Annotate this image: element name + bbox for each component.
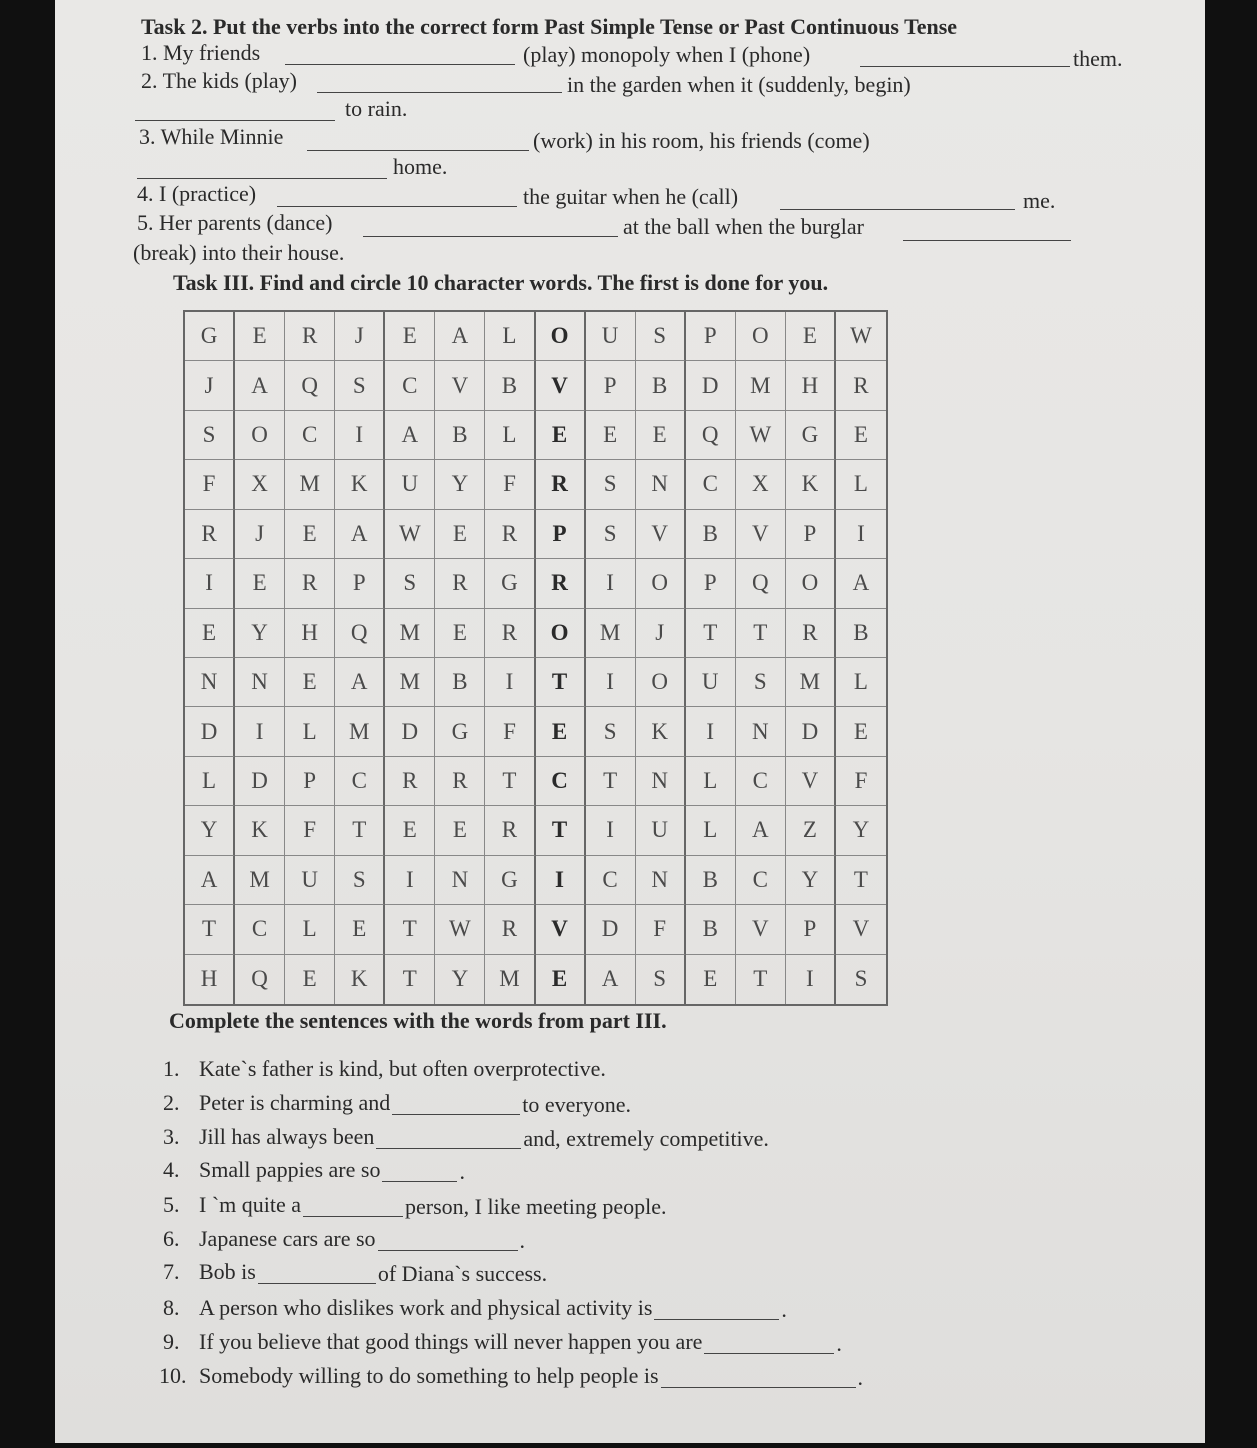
- answer-blank[interactable]: [363, 236, 618, 237]
- grid-cell[interactable]: I: [536, 856, 586, 905]
- grid-cell[interactable]: F: [485, 707, 535, 756]
- grid-cell[interactable]: W: [435, 905, 485, 954]
- answer-blank[interactable]: [303, 1216, 403, 1217]
- grid-cell[interactable]: X: [235, 460, 285, 509]
- grid-cell[interactable]: O: [636, 559, 686, 608]
- task2-sentence-3-part-c: home.: [393, 154, 448, 179]
- sentence-text: Bob is: [199, 1259, 256, 1284]
- task3-title: Task III. Find and circle 10 character words. The first is done for you.: [173, 270, 829, 295]
- grid-cell[interactable]: I: [686, 707, 736, 756]
- answer-blank[interactable]: [307, 150, 529, 151]
- grid-cell[interactable]: M: [285, 460, 335, 509]
- grid-cell[interactable]: L: [686, 806, 736, 855]
- grid-cell[interactable]: S: [335, 856, 385, 905]
- grid-cell[interactable]: T: [736, 609, 786, 658]
- grid-cell[interactable]: E: [385, 806, 435, 855]
- grid-cell[interactable]: N: [636, 757, 686, 806]
- grid-cell[interactable]: R: [485, 806, 535, 855]
- task2-sentence-5-part-a: 5. Her parents (dance): [137, 210, 333, 235]
- grid-cell[interactable]: I: [586, 559, 636, 608]
- sentence-text: Japanese cars are so: [199, 1226, 376, 1251]
- sentence-number: 8.: [163, 1295, 180, 1320]
- grid-cell[interactable]: C: [385, 361, 435, 410]
- grid-cell[interactable]: A: [235, 361, 285, 410]
- grid-cell[interactable]: R: [485, 510, 535, 559]
- grid-cell[interactable]: N: [636, 856, 686, 905]
- grid-cell[interactable]: R: [385, 757, 435, 806]
- grid-cell[interactable]: T: [586, 757, 636, 806]
- grid-cell[interactable]: M: [385, 658, 435, 707]
- sentence-text: Kate`s father is kind, but often overprotective.: [199, 1056, 606, 1081]
- grid-cell[interactable]: C: [285, 411, 335, 460]
- grid-cell[interactable]: I: [185, 559, 235, 608]
- grid-cell[interactable]: N: [435, 856, 485, 905]
- grid-cell[interactable]: E: [536, 955, 586, 1004]
- grid-cell[interactable]: L: [485, 312, 535, 361]
- grid-cell[interactable]: S: [636, 955, 686, 1004]
- grid-cell[interactable]: O: [786, 559, 836, 608]
- sentence-text: I `m quite a: [199, 1192, 302, 1217]
- grid-cell[interactable]: S: [854, 966, 868, 992]
- grid-cell[interactable]: C: [736, 856, 786, 905]
- grid-cell[interactable]: D: [235, 757, 285, 806]
- grid-cell[interactable]: O: [235, 411, 285, 460]
- sentence-text: Small pappies are so: [199, 1157, 381, 1182]
- grid-cell[interactable]: I: [235, 707, 285, 756]
- grid-cell[interactable]: Y: [836, 806, 886, 855]
- grid-cell[interactable]: G: [485, 559, 535, 608]
- grid-cell[interactable]: A: [736, 806, 786, 855]
- grid-cell[interactable]: E: [235, 312, 285, 361]
- grid-cell[interactable]: Z: [786, 806, 836, 855]
- grid-cell[interactable]: N: [185, 658, 235, 707]
- grid-cell[interactable]: A: [185, 856, 235, 905]
- answer-blank[interactable]: [285, 64, 515, 65]
- grid-cell[interactable]: U: [385, 460, 435, 509]
- grid-cell[interactable]: R: [285, 559, 335, 608]
- grid-cell[interactable]: F: [836, 757, 886, 806]
- grid-cell[interactable]: U: [586, 312, 636, 361]
- grid-cell[interactable]: S: [335, 361, 385, 410]
- task2-sentence-5-part-c: (break) into their house.: [133, 240, 345, 265]
- answer-blank[interactable]: [780, 209, 1015, 210]
- grid-cell[interactable]: C: [736, 757, 786, 806]
- grid-cell[interactable]: T: [536, 658, 586, 707]
- sentence-text-end: .: [857, 1365, 864, 1390]
- grid-cell[interactable]: R: [185, 510, 235, 559]
- answer-blank[interactable]: [258, 1283, 376, 1284]
- sentence-number: 3.: [163, 1124, 180, 1149]
- grid-cell[interactable]: T: [736, 955, 786, 1004]
- grid-cell[interactable]: B: [636, 361, 686, 410]
- grid-cell[interactable]: O: [736, 312, 786, 361]
- task2-sentence-3-part-b: (work) in his room, his friends (come): [533, 128, 870, 153]
- grid-cell[interactable]: N: [736, 707, 786, 756]
- grid-cell[interactable]: K: [636, 707, 686, 756]
- grid-cell[interactable]: R: [435, 559, 485, 608]
- grid-cell[interactable]: U: [285, 856, 335, 905]
- grid-cell[interactable]: X: [736, 460, 786, 509]
- grid-cell[interactable]: L: [185, 757, 235, 806]
- grid-cell[interactable]: Q: [686, 411, 736, 460]
- grid-cell[interactable]: W: [836, 312, 886, 361]
- grid-cell[interactable]: I: [586, 658, 636, 707]
- task2-sentence-4-part-b: the guitar when he (call): [523, 184, 739, 209]
- grid-cell[interactable]: I: [586, 806, 636, 855]
- answer-blank[interactable]: [317, 92, 562, 93]
- answer-blank[interactable]: [661, 1387, 856, 1388]
- sentence-text: Somebody willing to do something to help people is: [199, 1363, 659, 1388]
- grid-cell[interactable]: E: [285, 955, 335, 1004]
- task2-sentence-2-part-a: 2. The kids (play): [141, 68, 298, 93]
- grid-cell[interactable]: W: [736, 411, 786, 460]
- task2-sentence-1-part-b: (play) monopoly when I (phone): [523, 42, 811, 67]
- grid-cell[interactable]: E: [435, 806, 485, 855]
- grid-cell[interactable]: E: [786, 312, 836, 361]
- grid-cell[interactable]: B: [485, 361, 535, 410]
- grid-cell[interactable]: E: [185, 609, 235, 658]
- grid-cell[interactable]: P: [586, 361, 636, 410]
- grid-cell[interactable]: A: [435, 312, 485, 361]
- grid-cell[interactable]: V: [736, 905, 786, 954]
- grid-cell[interactable]: L: [836, 460, 886, 509]
- grid-cell[interactable]: Q: [736, 559, 786, 608]
- grid-cell[interactable]: N: [636, 460, 686, 509]
- grid-cell[interactable]: M: [235, 856, 285, 905]
- grid-cell[interactable]: T: [536, 806, 586, 855]
- task2-sentence-1-part-a: 1. My friends: [141, 40, 261, 65]
- grid-cell[interactable]: C: [536, 757, 586, 806]
- grid-cell[interactable]: P: [686, 559, 736, 608]
- grid-cell[interactable]: F: [285, 806, 335, 855]
- grid-cell[interactable]: V: [435, 361, 485, 410]
- answer-blank[interactable]: [376, 1148, 521, 1149]
- grid-cell[interactable]: D: [385, 707, 435, 756]
- grid-cell[interactable]: E: [536, 411, 586, 460]
- task2-sentence-1-part-c: them.: [1073, 46, 1123, 71]
- grid-cell[interactable]: O: [536, 312, 586, 361]
- grid-cell[interactable]: T: [836, 856, 886, 905]
- grid-cell[interactable]: Q: [235, 955, 285, 1004]
- answer-blank[interactable]: [378, 1250, 518, 1251]
- grid-cell[interactable]: C: [586, 856, 636, 905]
- grid-cell[interactable]: R: [485, 609, 535, 658]
- grid-cell[interactable]: S: [736, 658, 786, 707]
- grid-cell[interactable]: E: [285, 658, 335, 707]
- grid-cell[interactable]: E: [636, 411, 686, 460]
- grid-cell[interactable]: D: [786, 707, 836, 756]
- grid-cell[interactable]: V: [636, 510, 686, 559]
- sentence-text-end: .: [781, 1297, 787, 1322]
- answer-blank[interactable]: [382, 1181, 457, 1182]
- grid-cell[interactable]: G: [786, 411, 836, 460]
- grid-cell[interactable]: D: [586, 905, 636, 954]
- grid-cell[interactable]: C: [686, 460, 736, 509]
- grid-cell[interactable]: W: [385, 510, 435, 559]
- grid-cell[interactable]: Y: [435, 460, 485, 509]
- sentence-text: Jill has always been: [199, 1124, 375, 1149]
- grid-cell[interactable]: J: [636, 609, 686, 658]
- grid-cell[interactable]: G: [485, 856, 535, 905]
- grid-cell[interactable]: E: [385, 312, 435, 361]
- grid-cell[interactable]: Q: [335, 609, 385, 658]
- grid-cell[interactable]: J: [335, 312, 385, 361]
- grid-cell[interactable]: M: [586, 609, 636, 658]
- sentence-text-end: person, I like meeting people.: [405, 1194, 667, 1219]
- grid-cell[interactable]: V: [536, 905, 586, 954]
- grid-cell[interactable]: E: [536, 707, 586, 756]
- grid-cell[interactable]: M: [786, 658, 836, 707]
- sentence-text: If you believe that good things will never happen you are: [199, 1329, 703, 1354]
- grid-cell[interactable]: P: [285, 757, 335, 806]
- grid-cell[interactable]: F: [636, 905, 686, 954]
- sentence-number: 1.: [163, 1056, 180, 1081]
- grid-cell[interactable]: M: [485, 955, 535, 1004]
- sentence-text-end: of Diana`s success.: [377, 1261, 548, 1286]
- answer-blank[interactable]: [704, 1353, 834, 1354]
- grid-cell[interactable]: K: [335, 460, 385, 509]
- grid-cell[interactable]: R: [786, 609, 836, 658]
- grid-cell[interactable]: E: [285, 510, 335, 559]
- grid-cell[interactable]: Q: [285, 361, 335, 410]
- complete-section-title: Complete the sentences with the words from part III.: [169, 1008, 667, 1033]
- answer-blank[interactable]: [392, 1114, 520, 1115]
- sentence-text: Peter is charming and: [199, 1090, 391, 1115]
- sentence-number: 6.: [163, 1226, 180, 1251]
- grid-cell[interactable]: F: [185, 460, 235, 509]
- grid-cell[interactable]: U: [636, 806, 686, 855]
- grid-cell[interactable]: A: [335, 510, 385, 559]
- sentence-text-end: .: [459, 1159, 465, 1184]
- grid-cell[interactable]: Y: [786, 856, 836, 905]
- answer-blank[interactable]: [860, 66, 1070, 67]
- grid-cell[interactable]: V: [736, 510, 786, 559]
- grid-cell[interactable]: N: [235, 658, 285, 707]
- task2-sentence-4-part-c: me.: [1023, 188, 1056, 213]
- grid-cell[interactable]: T: [335, 806, 385, 855]
- sentence-number: 2.: [163, 1090, 180, 1115]
- grid-cell[interactable]: I: [385, 856, 435, 905]
- grid-cell[interactable]: E: [836, 707, 886, 756]
- sentence-number: 7.: [163, 1259, 180, 1284]
- answer-blank[interactable]: [277, 206, 517, 207]
- grid-cell[interactable]: B: [836, 609, 886, 658]
- grid-cell[interactable]: G: [435, 707, 485, 756]
- grid-cell[interactable]: R: [836, 361, 886, 410]
- sentence-number: 4.: [163, 1157, 180, 1182]
- grid-cell[interactable]: C: [335, 757, 385, 806]
- grid-cell[interactable]: V: [536, 361, 586, 410]
- sentence-text-end: .: [519, 1228, 526, 1253]
- grid-cell[interactable]: R: [485, 905, 535, 954]
- grid-cell[interactable]: V: [836, 905, 886, 954]
- worksheet-page: [55, 0, 1205, 1443]
- answer-blank[interactable]: [137, 178, 387, 179]
- grid-cell[interactable]: Y: [435, 955, 485, 1004]
- grid-cell[interactable]: T: [385, 955, 435, 1004]
- grid-cell[interactable]: M: [335, 707, 385, 756]
- grid-cell[interactable]: S: [185, 411, 235, 460]
- grid-cell[interactable]: U: [686, 658, 736, 707]
- grid-cell[interactable]: R: [435, 757, 485, 806]
- grid-cell[interactable]: L: [836, 658, 886, 707]
- grid-cell[interactable]: A: [335, 658, 385, 707]
- grid-cell[interactable]: I: [485, 658, 535, 707]
- grid-cell[interactable]: Y: [235, 609, 285, 658]
- grid-cell[interactable]: M: [385, 609, 435, 658]
- grid-cell[interactable]: H: [285, 609, 335, 658]
- grid-cell[interactable]: I: [786, 955, 836, 1004]
- grid-cell[interactable]: B: [686, 510, 736, 559]
- grid-cell[interactable]: E: [235, 559, 285, 608]
- grid-cell[interactable]: T: [185, 905, 235, 954]
- grid-cell[interactable]: R: [285, 312, 335, 361]
- grid-cell[interactable]: S: [385, 559, 435, 608]
- grid-cell[interactable]: H: [185, 955, 235, 1004]
- sentence-number: 9.: [163, 1329, 180, 1354]
- task2-sentence-2-part-b: in the garden when it (suddenly, begin): [567, 72, 911, 97]
- grid-cell[interactable]: B: [435, 658, 485, 707]
- grid-cell[interactable]: D: [686, 361, 736, 410]
- grid-cell[interactable]: P: [786, 510, 836, 559]
- grid-cell[interactable]: S: [586, 510, 636, 559]
- grid-cell[interactable]: T: [485, 757, 535, 806]
- grid-cell[interactable]: T: [385, 905, 435, 954]
- answer-blank[interactable]: [654, 1319, 779, 1320]
- grid-cell[interactable]: P: [686, 312, 736, 361]
- grid-cell[interactable]: J: [185, 361, 235, 410]
- grid-cell[interactable]: M: [736, 361, 786, 410]
- sentence-number: 10.: [159, 1363, 187, 1388]
- grid-cell[interactable]: B: [686, 905, 736, 954]
- task2-sentence-2-part-c: to rain.: [345, 96, 408, 121]
- grid-cell[interactable]: J: [235, 510, 285, 559]
- sentence-text: A person who dislikes work and physical activity is: [199, 1295, 653, 1320]
- grid-cell[interactable]: T: [686, 609, 736, 658]
- answer-blank[interactable]: [135, 120, 335, 121]
- grid-cell[interactable]: R: [536, 460, 586, 509]
- word-search-grid[interactable]: [183, 310, 888, 1006]
- grid-cell[interactable]: H: [786, 361, 836, 410]
- sentence-text-end: to everyone.: [522, 1092, 631, 1117]
- grid-cell[interactable]: E: [686, 955, 736, 1004]
- grid-cell[interactable]: S: [586, 460, 636, 509]
- grid-cell[interactable]: A: [836, 559, 886, 608]
- grid-cell[interactable]: O: [536, 609, 586, 658]
- grid-cell[interactable]: B: [435, 411, 485, 460]
- sentence-number: 5.: [163, 1192, 180, 1217]
- grid-cell[interactable]: I: [836, 510, 886, 559]
- grid-cell[interactable]: E: [586, 411, 636, 460]
- grid-cell[interactable]: F: [485, 460, 535, 509]
- grid-cell[interactable]: L: [285, 707, 335, 756]
- grid-cell[interactable]: P: [335, 559, 385, 608]
- grid-cell[interactable]: L: [485, 411, 535, 460]
- grid-cell[interactable]: L: [285, 905, 335, 954]
- grid-cell[interactable]: D: [185, 707, 235, 756]
- grid-cell[interactable]: B: [686, 856, 736, 905]
- grid-cell[interactable]: E: [435, 510, 485, 559]
- grid-cell[interactable]: K: [335, 955, 385, 1004]
- task2-sentence-5-part-b: at the ball when the burglar: [623, 214, 864, 239]
- task2-sentence-4-part-a: 4. I (practice): [137, 181, 257, 206]
- grid-cell[interactable]: C: [235, 905, 285, 954]
- task2-title: Task 2. Put the verbs into the correct form Past Simple Tense or Past Continuous Tense: [141, 14, 958, 39]
- grid-cell[interactable]: O: [636, 658, 686, 707]
- grid-cell[interactable]: E: [335, 905, 385, 954]
- grid-cell[interactable]: L: [686, 757, 736, 806]
- grid-cell[interactable]: V: [786, 757, 836, 806]
- grid-cell[interactable]: Y: [185, 806, 235, 855]
- grid-cell[interactable]: S: [636, 312, 686, 361]
- grid-cell[interactable]: E: [836, 411, 886, 460]
- sentence-text-end: and, extremely competitive.: [523, 1126, 769, 1151]
- answer-blank[interactable]: [903, 240, 1071, 241]
- grid-cell[interactable]: R: [536, 559, 586, 608]
- grid-cell[interactable]: K: [786, 460, 836, 509]
- grid-cell[interactable]: K: [235, 806, 285, 855]
- grid-cell[interactable]: S: [586, 707, 636, 756]
- grid-cell[interactable]: P: [536, 510, 586, 559]
- grid-cell[interactable]: P: [786, 905, 836, 954]
- grid-cell[interactable]: G: [185, 312, 235, 361]
- grid-cell[interactable]: A: [586, 955, 636, 1004]
- task2-sentence-3-part-a: 3. While Minnie: [139, 124, 284, 149]
- grid-cell[interactable]: A: [385, 411, 435, 460]
- grid-cell[interactable]: E: [435, 609, 485, 658]
- grid-cell[interactable]: I: [335, 411, 385, 460]
- sentence-text-end: .: [836, 1331, 842, 1356]
